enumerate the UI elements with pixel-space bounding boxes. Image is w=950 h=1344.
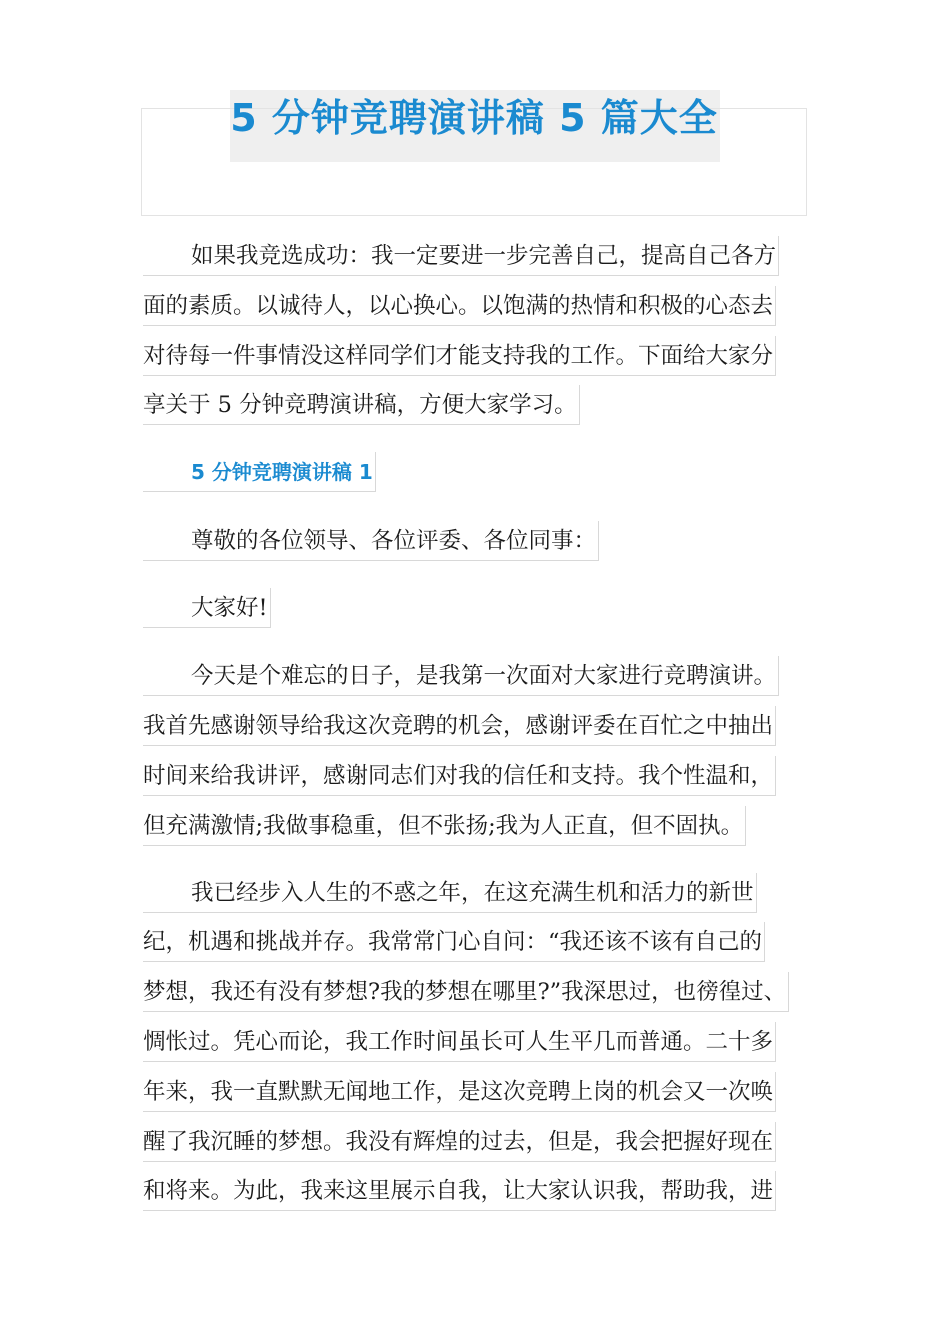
paragraph-line: 和将来。为此，我来这里展示自我，让大家认识我，帮助我，进 xyxy=(143,1171,776,1211)
intro-line: 如果我竞选成功：我一定要进一步完善自己，提高自己各方 xyxy=(143,236,779,276)
intro-line: 对待每一件事情没这样同学们才能支持我的工作。下面给大家分 xyxy=(143,336,776,376)
paragraph-line: 但充满激情;我做事稳重，但不张扬;我为人正直，但不固执。 xyxy=(143,806,746,846)
salutation: 尊敬的各位领导、各位评委、各位同事： xyxy=(143,521,599,561)
paragraph-line: 年来，我一直默默无闻地工作，是这次竞聘上岗的机会又一次唤 xyxy=(143,1072,776,1112)
paragraph-line: 惆怅过。凭心而论，我工作时间虽长可人生平几而普通。二十多 xyxy=(143,1022,776,1062)
paragraph-line: 梦想，我还有没有梦想?我的梦想在哪里?”我深思过，也徬徨过、 xyxy=(143,972,789,1012)
paragraph-line: 我首先感谢领导给我这次竞聘的机会，感谢评委在百忙之中抽出 xyxy=(143,706,776,746)
paragraph-line: 我已经步入人生的不惑之年，在这充满生机和活力的新世 xyxy=(143,873,757,913)
paragraph-line: 醒了我沉睡的梦想。我没有辉煌的过去，但是，我会把握好现在 xyxy=(143,1122,776,1162)
intro-line: 享关于 5 分钟竞聘演讲稿，方便大家学习。 xyxy=(143,385,580,425)
paragraph-line: 纪，机遇和挑战并存。我常常门心自问：“我还该不该有自己的 xyxy=(143,922,765,962)
greeting: 大家好! xyxy=(143,588,271,628)
paragraph-line: 时间来给我讲评，感谢同志们对我的信任和支持。我个性温和， xyxy=(143,756,776,796)
paragraph-line: 今天是个难忘的日子，是我第一次面对大家进行竞聘演讲。 xyxy=(143,656,779,696)
section-heading: 5 分钟竞聘演讲稿 1 xyxy=(143,452,376,492)
page-title: 5 分钟竞聘演讲稿 5 篇大全 xyxy=(230,96,718,140)
intro-line: 面的素质。以诚待人，以心换心。以饱满的热情和积极的心态去 xyxy=(143,286,776,326)
